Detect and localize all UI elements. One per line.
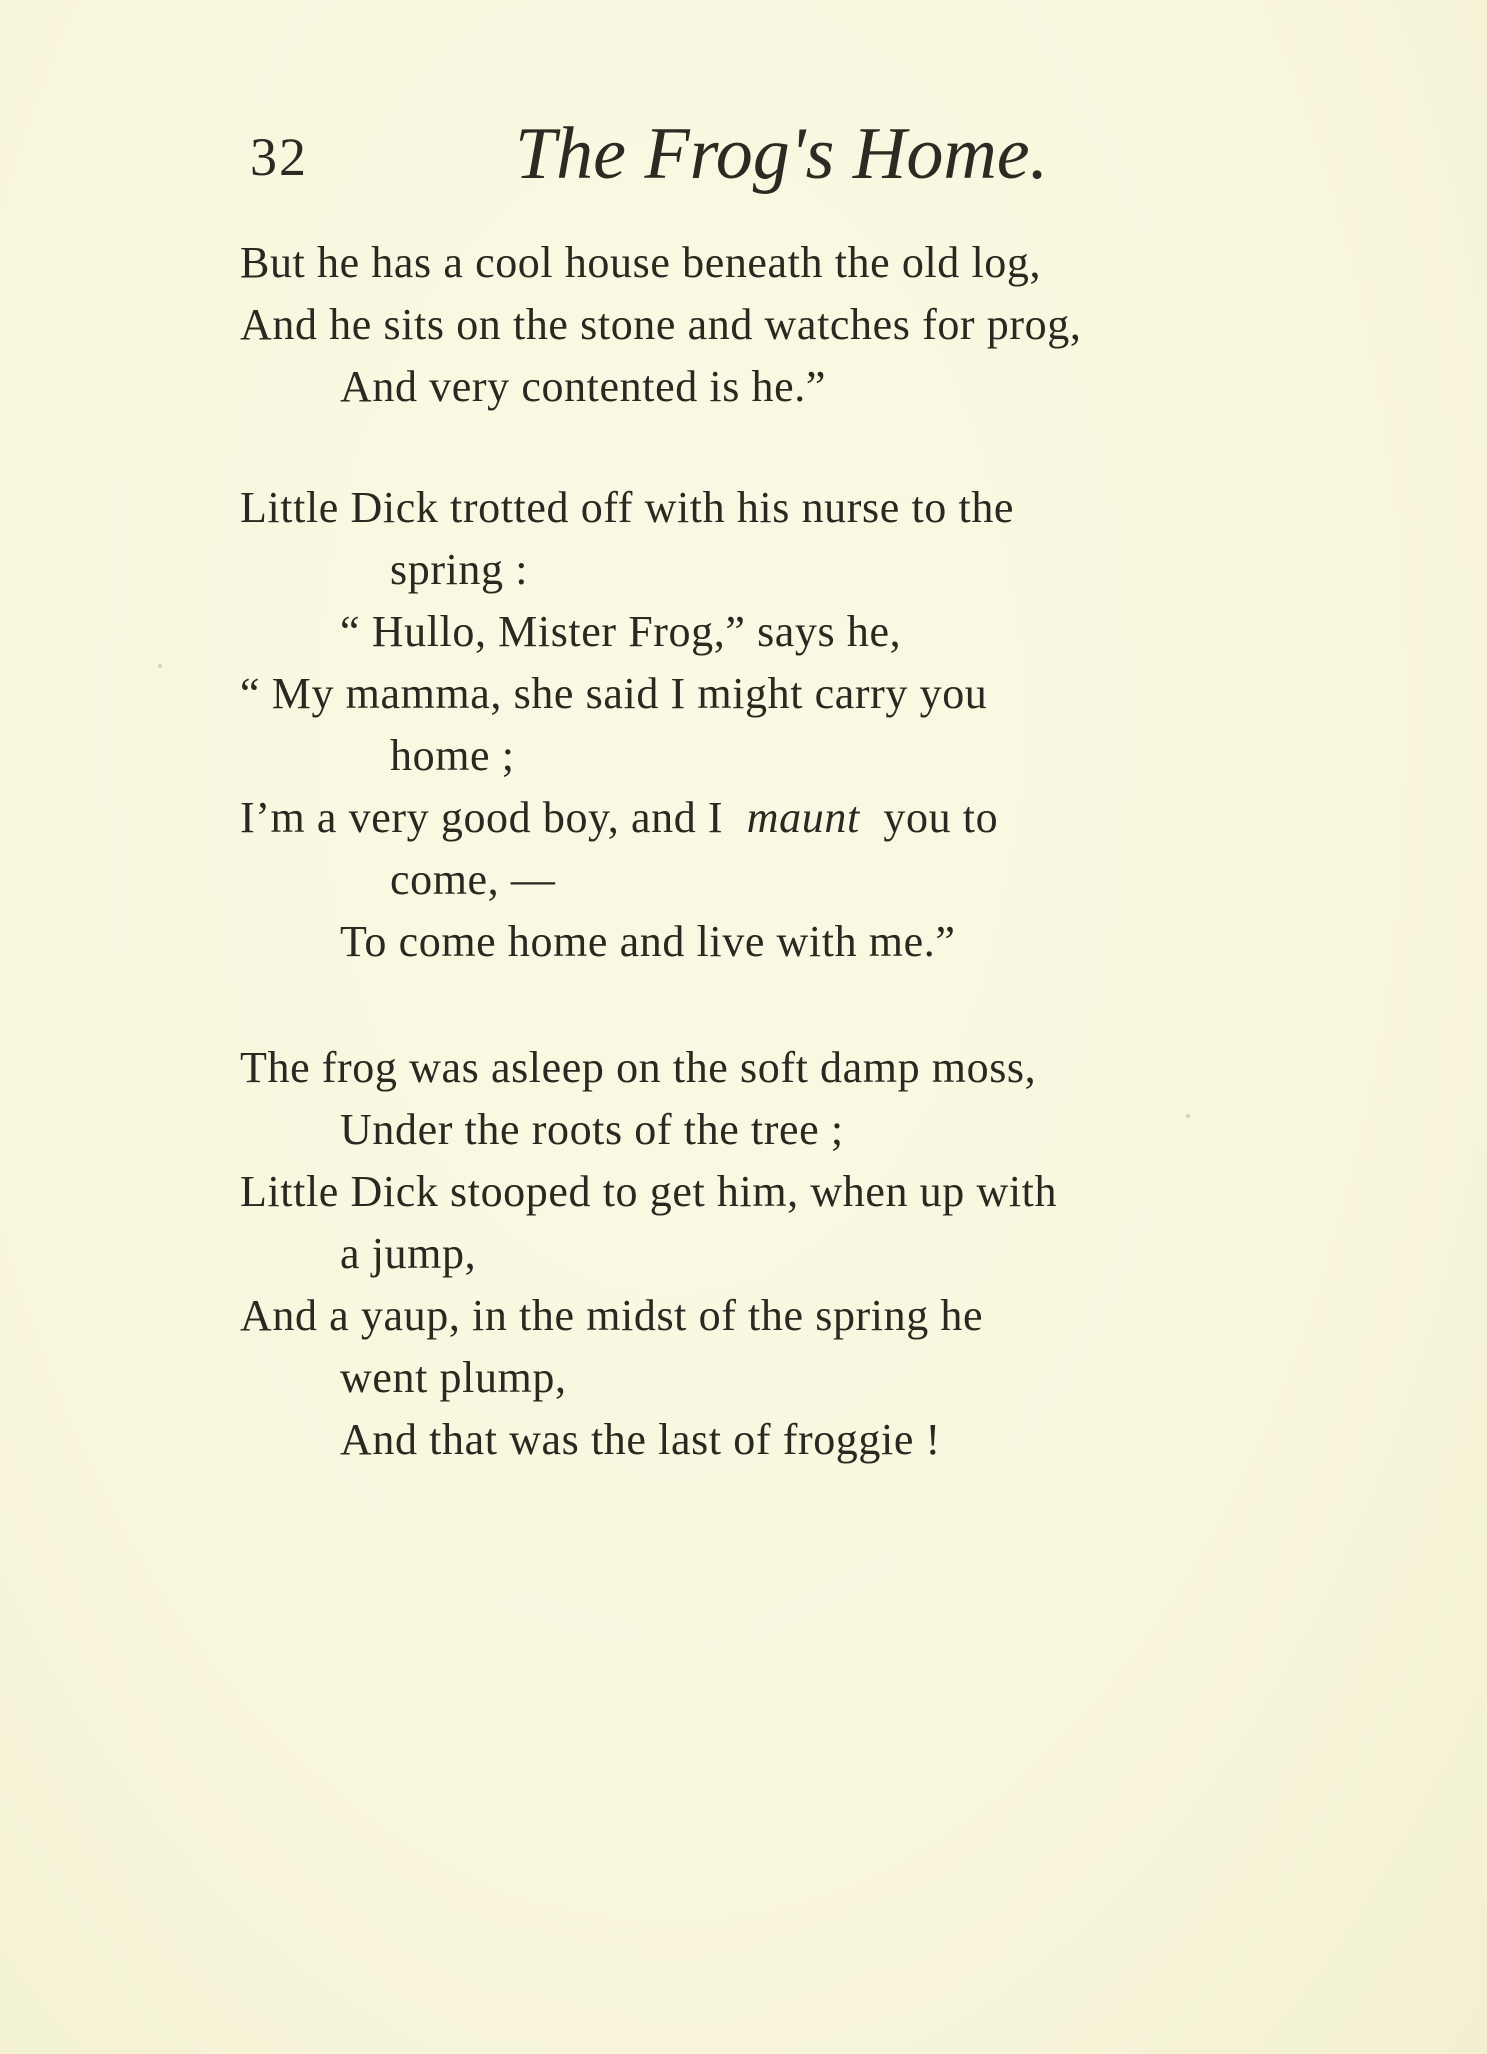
- verse-line: The frog was asleep on the soft damp moss,: [240, 1043, 1037, 1092]
- verse-segment: I’m a very good boy, and I: [240, 793, 724, 842]
- verse-line: But he has a cool house beneath the old log,: [240, 238, 1042, 287]
- verse-line: home ;: [390, 731, 515, 780]
- verse-line: And he sits on the stone and watches for prog,: [240, 300, 1082, 349]
- verse-line: “ My mamma, she said I might carry you: [240, 669, 988, 718]
- verse-line: Under the roots of the tree ;: [340, 1105, 844, 1154]
- verse-line: “ Hullo, Mister Frog,” says he,: [340, 607, 902, 656]
- emphasized-word: maunt: [746, 793, 860, 842]
- verse-line: went plump,: [340, 1353, 567, 1402]
- verse-line: a jump,: [340, 1229, 477, 1278]
- verse-line: To come home and live with me.”: [340, 917, 956, 966]
- verse-line: And that was the last of froggie !: [340, 1415, 941, 1464]
- verse-line: And a yaup, in the midst of the spring he: [240, 1291, 984, 1340]
- verse-line: come, —: [390, 855, 556, 904]
- paper-speck: [158, 664, 162, 668]
- verse-line: Little Dick stooped to get him, when up with: [240, 1167, 1058, 1216]
- verse-line: And very contented is he.”: [340, 362, 827, 411]
- verse-line: spring :: [390, 545, 529, 594]
- page-header: [250, 112, 1250, 202]
- paper-speck: [1186, 1114, 1190, 1118]
- verse-line: Little Dick trotted off with his nurse to the: [240, 483, 1015, 532]
- verse-line: [240, 787, 998, 849]
- running-title: The Frog's Home.: [515, 113, 1049, 195]
- verse-segment: you to: [883, 793, 999, 842]
- page-number: 32: [250, 127, 308, 187]
